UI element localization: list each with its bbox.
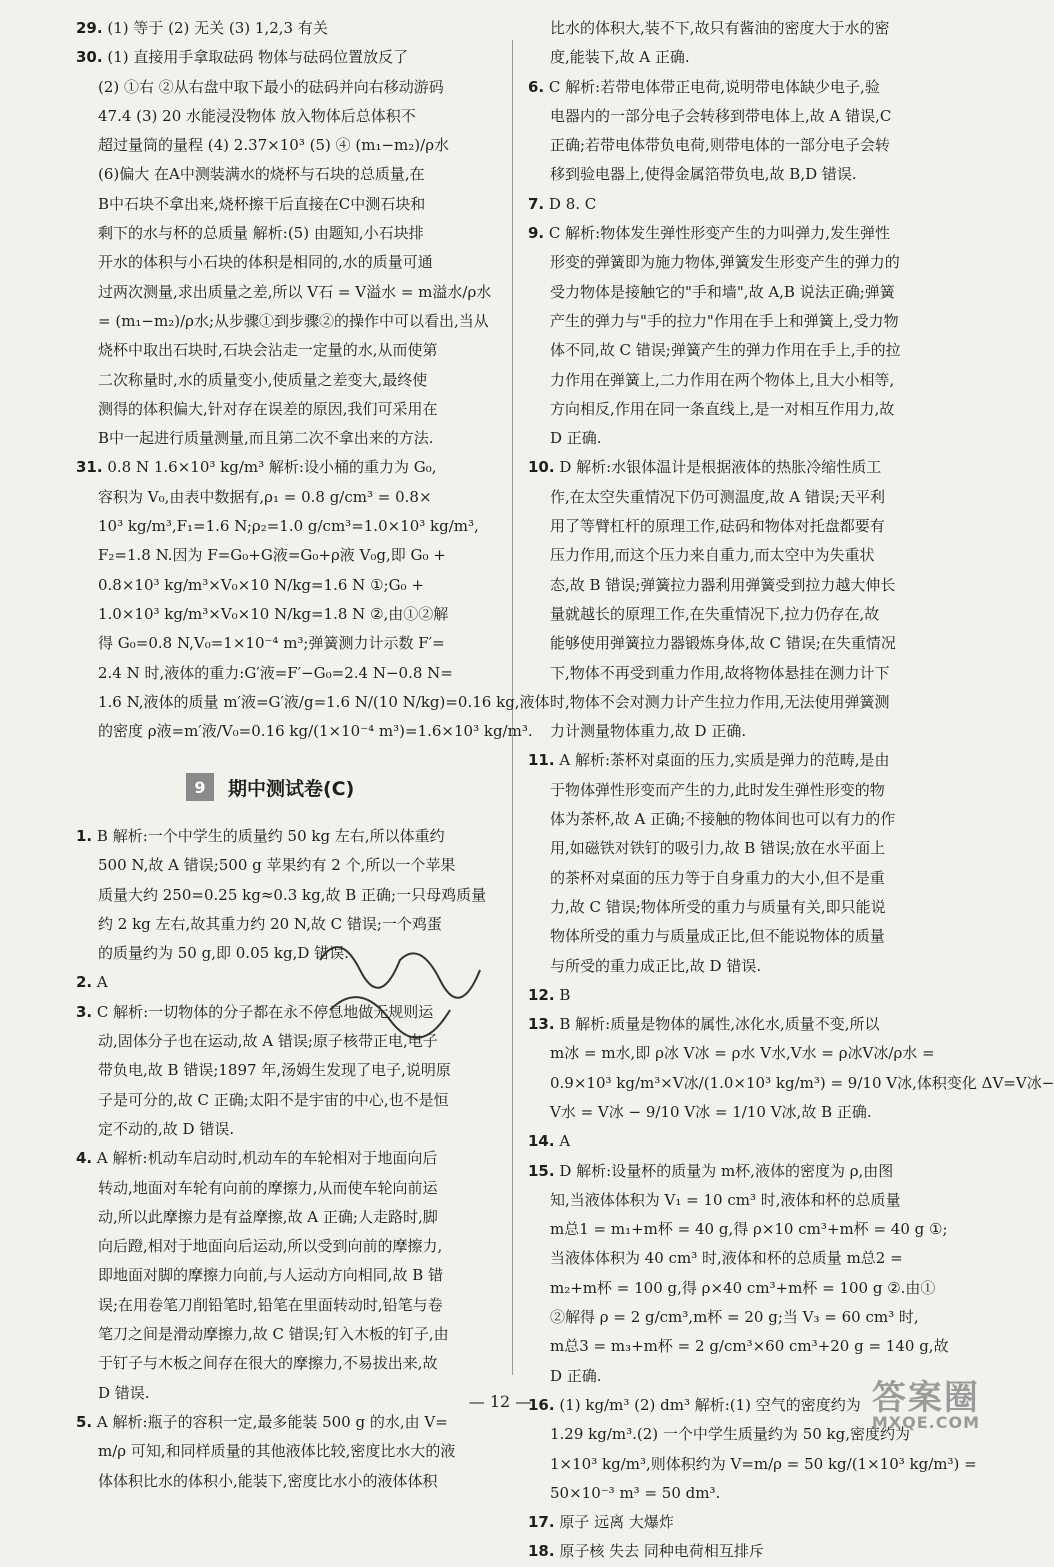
line-text: 2.4 N 时,液体的重力:G′液=F′−G₀=2.4 N−0.8 N=	[98, 663, 453, 682]
line-text: (1) 等于 (2) 无关 (3) 1,2,3 有关	[102, 19, 328, 37]
line-text: 力计测量物体重力,故 D 正确.	[550, 722, 747, 741]
answer-number: 3.	[76, 1002, 93, 1021]
line-text: 于物体弹性形变而产生的力,此时发生弹性形变的物	[550, 780, 885, 799]
line-text: 0.8×10³ kg/m³×V₀×10 N/kg=1.6 N ①;G₀ +	[98, 575, 424, 594]
text-line	[76, 248, 500, 277]
line-text: 方向相反,作用在同一条直线上,是一对相互作用力,故	[550, 399, 895, 418]
line-text: B 解析:一个中学生的质量约 50 kg 左右,所以体重约	[92, 827, 445, 845]
line-text: 0.8 N 1.6×10³ kg/m³ 解析:设小桶的重力为 G₀,	[102, 458, 437, 477]
line-text: B 解析:质量是物体的属性,冰化水,质量不变,所以	[554, 1015, 880, 1034]
text-line	[528, 776, 956, 805]
text-line	[528, 834, 956, 863]
line-text: 用了等臂杠杆的原理工作,砝码和物体对托盘都要有	[550, 517, 885, 536]
line-text: 过两次测量,求出质量之差,所以 V石 = V溢水 = m溢水/ρ水	[98, 282, 492, 301]
text-line	[528, 336, 956, 365]
text-line	[76, 571, 500, 600]
line-text: m/ρ 可知,和同样质量的其他液体比较,密度比水大的液	[98, 1442, 456, 1461]
line-text: 原子 远离 大爆炸	[554, 1513, 674, 1532]
line-text: 态,故 B 错误;弹簧拉力器利用弹簧受到拉力越大伸长	[550, 575, 896, 594]
line-text: 比水的体积大,装不下,故只有酱油的密度大于水的密	[550, 19, 890, 37]
line-text: (2) ①右 ②从右盘中取下最小的砝码并向右移动游码	[98, 77, 444, 96]
line-text: 得 G₀=0.8 N,V₀=1×10⁻⁴ m³;弹簧测力计示数 F′=	[98, 634, 445, 653]
text-line	[528, 1303, 956, 1332]
section-number-badge: 9	[186, 773, 214, 801]
text-line	[76, 278, 500, 307]
text-line	[76, 160, 500, 189]
line-text: 的茶杯对桌面的压力等于自身重力的大小,但不是重	[550, 868, 885, 887]
line-text: 与所受的重力成正比,故 D 错误.	[550, 956, 762, 975]
text-line	[528, 922, 956, 951]
answer-item	[528, 190, 956, 219]
line-text: D 正确.	[550, 1366, 602, 1385]
line-text: 能够使用弹簧拉力器锻炼身体,故 C 错误;在失重情况	[550, 634, 896, 653]
line-text: 定不动的,故 D 错误.	[98, 1119, 235, 1138]
text-line	[76, 424, 500, 453]
answer-number: 11.	[528, 751, 555, 770]
line-text: 量就越长的原理工作,在失重情况下,拉力仍存在,故	[550, 604, 880, 623]
line-text: (6)偏大 在A中测装满水的烧杯与石块的总质量,在	[98, 165, 425, 184]
text-line	[528, 307, 956, 336]
section-title: 期中测试卷(C)	[228, 777, 355, 800]
line-text: 时,物体不会对测力计产生拉力作用,无法使用弹簧测	[550, 692, 890, 711]
text-line	[528, 1039, 956, 1068]
answer-item	[76, 1408, 500, 1437]
text-line	[528, 160, 956, 189]
line-text: 0.9×10³ kg/m³×V冰/(1.0×10³ kg/m³) = 9/10 V冰,体积变化 ΔV=V冰−	[550, 1073, 1054, 1092]
answer-number: 31.	[76, 458, 103, 477]
text-line	[76, 1232, 500, 1261]
text-line	[76, 659, 500, 688]
line-text: m₂+m杯 = 100 g,得 ρ×40 cm³+m杯 = 100 g ②.由①	[550, 1278, 936, 1297]
answer-number: 10.	[528, 458, 555, 477]
text-line	[76, 1086, 500, 1115]
line-text: 力,故 C 错误;物体所受的重力与质量有关,即只能说	[550, 897, 886, 916]
text-line	[528, 1215, 956, 1244]
text-line	[528, 1274, 956, 1303]
line-text: D 错误.	[98, 1383, 150, 1402]
line-text: 正确;若带电体带负电荷,则带电体的一部分电子会转	[550, 136, 890, 155]
line-text: 度,能装下,故 A 正确.	[550, 48, 690, 67]
text-line	[76, 600, 500, 629]
text-line	[76, 102, 500, 131]
line-text: 压力作用,而这个压力来自重力,而太空中为失重状	[550, 546, 875, 565]
text-line	[528, 1186, 956, 1215]
line-text: 50×10⁻³ m³ = 50 dm³.	[550, 1483, 721, 1502]
text-line	[76, 307, 500, 336]
line-text: 笔刀之间是滑动摩擦力,故 C 错误;钉入木板的钉子,由	[98, 1325, 449, 1344]
line-text: A 解析:机动车启动时,机动车的车轮相对于地面向后	[92, 1149, 438, 1168]
text-line	[76, 131, 500, 160]
line-text: B中一起进行质量测量,而且第二次不拿出来的方法.	[98, 429, 434, 448]
line-text: 体为茶杯,故 A 正确;不接触的物体间也可以有力的作	[550, 810, 896, 829]
text-line	[528, 952, 956, 981]
line-text: 力作用在弹簧上,二力作用在两个物体上,且大小相等,	[550, 370, 895, 389]
text-line	[528, 131, 956, 160]
line-text: 电器内的一部分电子会转移到带电体上,故 A 错误,C	[550, 106, 892, 125]
line-text: 作,在太空失重情况下仍可测温度,故 A 错误;天平利	[550, 487, 885, 506]
answer-item	[76, 14, 500, 43]
text-line	[76, 1291, 500, 1320]
line-text: 47.4 (3) 20 水能浸没物体 放入物体后总体积不	[98, 106, 416, 125]
line-text: m冰 = m水,即 ρ冰 V冰 = ρ水 V水,V水 = ρ冰V冰/ρ水 =	[550, 1044, 935, 1063]
line-text: 体不同,故 C 错误;弹簧产生的弹力作用在手上,手的拉	[550, 341, 901, 360]
answer-number: 9.	[528, 224, 545, 243]
text-line	[528, 366, 956, 395]
answer-item	[528, 73, 956, 102]
line-text: 产生的弹力与"手的拉力"作用在手上和弹簧上,受力物	[550, 311, 899, 330]
line-text: (1) kg/m³ (2) dm³ 解析:(1) 空气的密度约为	[554, 1395, 861, 1414]
line-text: 形变的弹簧即为施力物体,弹簧发生形变产生的弹力的	[550, 253, 900, 272]
line-text: 误;在用卷笔刀削铅笔时,铅笔在里面转动时,铅笔与卷	[98, 1295, 443, 1314]
answer-number: 2.	[76, 973, 93, 992]
line-text: 知,当液体体积为 V₁ = 10 cm³ 时,液体和杯的总质量	[550, 1190, 901, 1209]
text-line	[76, 1320, 500, 1349]
answer-item	[528, 1508, 956, 1537]
answer-number: 12.	[528, 985, 555, 1004]
line-text: 原子核 失去 同种电荷相互排斥	[554, 1542, 764, 1561]
text-line	[76, 219, 500, 248]
line-text: D 解析:设量杯的质量为 m杯,液体的密度为 ρ,由图	[554, 1161, 894, 1180]
text-line	[528, 1332, 956, 1361]
line-text: m总1 = m₁+m杯 = 40 g,得 ρ×10 cm³+m杯 = 40 g ①;	[550, 1220, 948, 1239]
page-number: — 12 —	[468, 1392, 532, 1411]
line-text: 1.6 N,液体的质量 m′液=G′液/g=1.6 N/(10 N/kg)=0.16 kg,液体	[98, 692, 550, 711]
text-line	[528, 1098, 956, 1127]
text-line	[76, 1467, 500, 1496]
line-text: 剩下的水与杯的总质量 解析:(5) 由题知,小石块排	[98, 224, 424, 243]
answer-number: 17.	[528, 1513, 555, 1532]
answer-item	[76, 1144, 500, 1173]
line-text: 测得的体积偏大,针对存在误差的原因,我们可采用在	[98, 399, 438, 418]
answer-item	[528, 1127, 956, 1156]
line-text: 约 2 kg 左右,故其重力约 20 N,故 C 错误;一个鸡蛋	[98, 914, 442, 933]
answer-item	[528, 1010, 956, 1039]
line-text: 二次称量时,水的质量变小,使质量之差变大,最终使	[98, 370, 428, 389]
text-line	[76, 395, 500, 424]
line-text: C 解析:物体发生弹性形变产生的力叫弹力,发生弹性	[544, 224, 890, 243]
text-line	[528, 483, 956, 512]
line-text: 用,如磁铁对铁钉的吸引力,故 B 错误;放在水平面上	[550, 839, 886, 858]
answer-item	[528, 219, 956, 248]
answer-number: 29.	[76, 19, 103, 37]
text-line	[528, 1479, 956, 1508]
text-line	[528, 864, 956, 893]
text-line	[76, 851, 500, 880]
answer-number: 15.	[528, 1161, 555, 1180]
answer-number: 18.	[528, 1542, 555, 1561]
line-text: 移到验电器上,使得金属箔带负电,故 B,D 错误.	[550, 165, 857, 184]
line-text: 1.29 kg/m³.(2) 一个中学生质量约为 50 kg,密度约为	[550, 1425, 911, 1444]
text-line	[76, 483, 500, 512]
text-line	[528, 512, 956, 541]
line-text: B	[554, 985, 571, 1004]
line-text: 开水的体积与小石块的体积是相同的,水的质量可通	[98, 253, 433, 272]
text-line	[528, 1069, 1054, 1098]
text-line	[528, 629, 956, 658]
answer-item	[76, 822, 500, 851]
line-text: (1) 直接用手拿取砝码 物体与砝码位置放反了	[102, 48, 409, 67]
line-text: 子是可分的,故 C 正确;太阳不是宇宙的中心,也不是恒	[98, 1090, 449, 1109]
line-text: A	[92, 973, 108, 992]
text-line	[76, 190, 500, 219]
text-line	[528, 1244, 956, 1273]
text-line	[528, 893, 956, 922]
text-line	[528, 14, 956, 43]
line-text: 向后蹬,相对于地面向后运动,所以受到向前的摩擦力,	[98, 1237, 443, 1256]
line-text: C 解析:一切物体的分子都在永不停息地做无规则运	[92, 1002, 434, 1021]
text-line	[76, 541, 500, 570]
text-line	[76, 366, 500, 395]
line-text: = (m₁−m₂)/ρ水;从步骤①到步骤②的操作中可以看出,当从	[98, 311, 489, 330]
answer-item	[528, 453, 956, 482]
text-line	[76, 1437, 500, 1466]
line-text: 物体所受的重力与质量成正比,但不能说物体的质量	[550, 927, 885, 946]
answer-number: 16.	[528, 1395, 555, 1414]
text-line	[76, 881, 500, 910]
line-text: C 解析:若带电体带正电荷,说明带电体缺少电子,验	[544, 77, 880, 96]
line-text: 带负电,故 B 错误;1897 年,汤姆生发现了电子,说明原	[98, 1061, 451, 1080]
text-line	[528, 805, 956, 834]
text-line	[76, 512, 500, 541]
line-text: 动,所以此摩擦力是有益摩擦,故 A 正确;人走路时,脚	[98, 1207, 438, 1226]
line-text: 的密度 ρ液=m′液/V₀=0.16 kg/(1×10⁻⁴ m³)=1.6×10³ kg/m³.	[98, 722, 533, 741]
line-text: B中石块不拿出来,烧杯擦干后直接在C中测石块和	[98, 194, 426, 213]
answer-number: 5.	[76, 1412, 93, 1431]
line-text: A	[554, 1132, 571, 1151]
text-line	[528, 278, 956, 307]
answer-number: 1.	[76, 827, 93, 845]
text-line	[528, 248, 956, 277]
left-column	[76, 14, 550, 746]
text-line	[528, 541, 956, 570]
line-text: 1.0×10³ kg/m³×V₀×10 N/kg=1.8 N ②,由①②解	[98, 604, 449, 623]
text-line	[528, 1450, 977, 1479]
text-line	[528, 571, 956, 600]
answer-item	[528, 1537, 956, 1566]
answer-item	[528, 746, 956, 775]
line-text: 1×10³ kg/m³,则体积约为 V=m/ρ = 50 kg/(1×10³ kg/m³) =	[550, 1454, 977, 1473]
text-line	[76, 688, 550, 717]
line-text: 500 N,故 A 错误;500 g 苹果约有 2 个,所以一个苹果	[98, 856, 456, 875]
line-text: 受力物体是接触它的"手和墙",故 A,B 说法正确;弹簧	[550, 282, 895, 301]
right-column	[528, 14, 1054, 1567]
text-line	[76, 73, 500, 102]
watermark-logo: 答案圈 MXQE.COM	[871, 1378, 980, 1432]
text-line	[76, 629, 500, 658]
text-line	[528, 43, 956, 72]
text-line	[528, 600, 956, 629]
text-line	[76, 1349, 500, 1378]
line-text: 转动,地面对车轮有向前的摩擦力,从而使车轮向前运	[98, 1178, 438, 1197]
text-line	[76, 717, 533, 746]
answer-number: 4.	[76, 1149, 93, 1168]
line-text: 烧杯中取出石块时,石块会沾走一定量的水,从而使第	[98, 341, 438, 360]
line-text: D 正确.	[550, 429, 602, 448]
line-text: 质量大约 250=0.25 kg≈0.3 kg,故 B 正确;一只母鸡质量	[98, 885, 487, 904]
answer-item	[528, 981, 956, 1010]
handwritten-scribble	[300, 920, 490, 1070]
text-line	[528, 102, 956, 131]
answer-number: 7.	[528, 194, 545, 213]
line-text: 下,物体不再受到重力作用,故将物体悬挂在测力计下	[550, 663, 890, 682]
answer-number: 14.	[528, 1132, 555, 1151]
line-text: m总3 = m₃+m杯 = 2 g/cm³×60 cm³+20 g = 140 g,故	[550, 1337, 949, 1356]
line-text: 当液体体积为 40 cm³ 时,液体和杯的总质量 m总2 =	[550, 1249, 903, 1268]
line-text: A 解析:瓶子的容积一定,最多能装 500 g 的水,由 V=	[92, 1412, 448, 1431]
line-text: 体体积比水的体积小,能装下,密度比水小的液体体积	[98, 1471, 438, 1490]
answer-item	[76, 43, 500, 72]
line-text: ②解得 ρ = 2 g/cm³,m杯 = 20 g;当 V₃ = 60 cm³ 时,	[550, 1308, 919, 1327]
line-text: 容积为 V₀,由表中数据有,ρ₁ = 0.8 g/cm³ = 0.8×	[98, 487, 432, 506]
text-line	[528, 688, 956, 717]
answer-number: 30.	[76, 48, 103, 67]
text-line	[76, 1203, 500, 1232]
line-text: 动,固体分子也在运动,故 A 错误;原子核带正电,电子	[98, 1032, 438, 1051]
text-line	[528, 395, 956, 424]
answer-item	[76, 453, 500, 482]
line-text: D 解析:水银体温计是根据液体的热胀冷缩性质工	[554, 458, 882, 477]
answer-number: 13.	[528, 1015, 555, 1034]
text-line	[76, 1174, 500, 1203]
text-line	[76, 1115, 500, 1144]
text-line	[528, 717, 956, 746]
line-text: 的质量约为 50 g,即 0.05 kg,D 错误.	[98, 944, 349, 963]
line-text: A 解析:茶杯对桌面的压力,实质是弹力的范畴,是由	[554, 751, 890, 770]
line-text: V水 = V冰 − 9/10 V冰 = 1/10 V冰,故 B 正确.	[550, 1102, 872, 1121]
answer-item	[528, 1157, 956, 1186]
text-line	[76, 1261, 500, 1290]
line-text: 超过量筒的量程 (4) 2.37×10³ (5) ④ (m₁−m₂)/ρ水	[98, 136, 450, 155]
section-heading	[186, 770, 354, 804]
line-text: 10³ kg/m³,F₁=1.6 N;ρ₂=1.0 g/cm³=1.0×10³ kg/m³,	[98, 517, 479, 536]
line-text: 即地面对脚的摩擦力向前,与人运动方向相同,故 B 错	[98, 1266, 444, 1285]
line-text: D 8. C	[544, 194, 597, 213]
text-line	[528, 659, 956, 688]
text-line	[528, 424, 956, 453]
line-text: F₂=1.8 N.因为 F=G₀+G液=G₀+ρ液 V₀g,即 G₀ +	[98, 546, 446, 565]
text-line	[76, 336, 500, 365]
line-text: 于钉子与木板之间存在很大的摩擦力,不易拔出来,故	[98, 1354, 438, 1373]
answer-number: 6.	[528, 77, 545, 96]
